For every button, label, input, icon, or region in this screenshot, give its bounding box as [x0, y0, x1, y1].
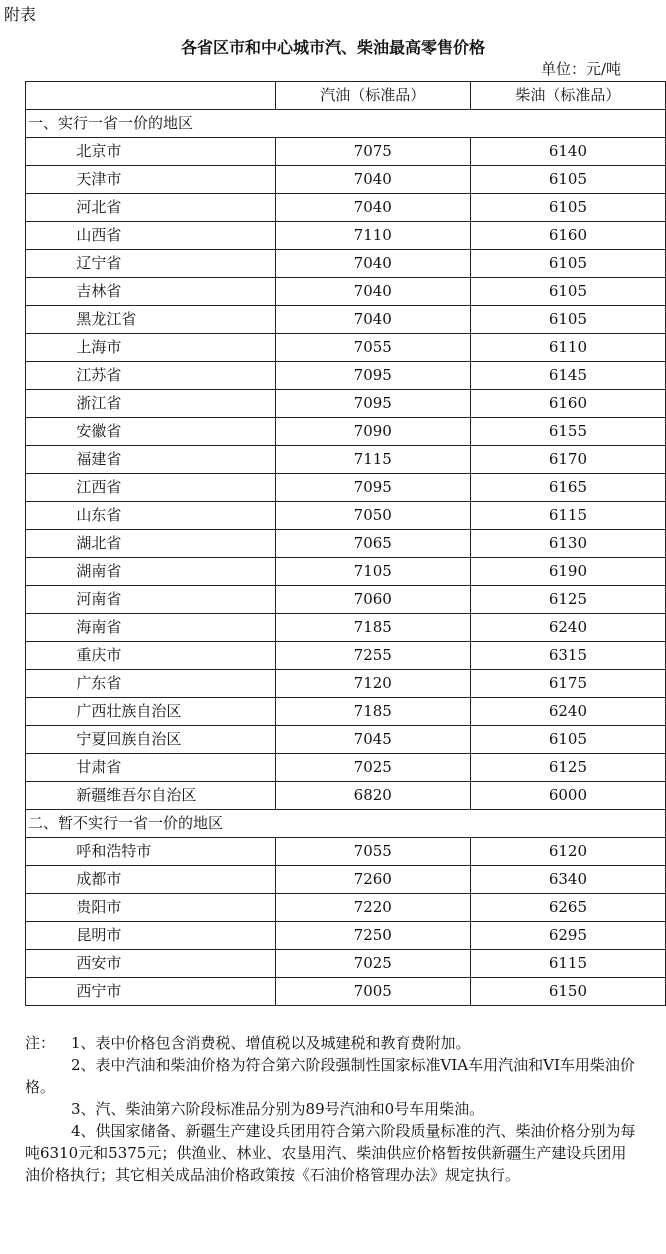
indent-cell [26, 418, 58, 446]
gasoline-price-cell: 7040 [275, 306, 470, 334]
indent-cell [26, 334, 58, 362]
notes [25, 1032, 637, 1186]
region-name-cell: 吉林省 [57, 278, 275, 306]
note-item-4: 4、供国家储备、新疆生产建设兵团用符合第六阶段质量标准的汽、柴油价格分别为每吨6310元和5375元；供渔业、林业、农垦用汽、柴油供应价格暂按供新疆生产建设兵团用油价格执行；其它相关成品油价格政策按《石油价格管理办法》规定执行。 [25, 1122, 636, 1184]
indent-cell [26, 306, 58, 334]
indent-cell [26, 978, 58, 1006]
gasoline-price-cell: 7220 [275, 894, 470, 922]
region-name-cell: 广东省 [57, 670, 275, 698]
indent-cell [26, 362, 58, 390]
note-item-2: 2、表中汽油和柴油价格为符合第六阶段强制性国家标准VIA车用汽油和VI车用柴油价格。 [25, 1056, 635, 1096]
region-name-cell: 山东省 [57, 502, 275, 530]
indent-cell [26, 250, 58, 278]
diesel-price-cell: 6240 [470, 698, 665, 726]
diesel-price-cell: 6105 [470, 278, 665, 306]
indent-cell [26, 446, 58, 474]
indent-cell [26, 782, 58, 810]
gasoline-price-cell: 7185 [275, 614, 470, 642]
price-table [25, 81, 666, 1006]
diesel-price-cell: 6105 [470, 166, 665, 194]
header-gasoline: 汽油（标准品） [275, 82, 470, 110]
indent-cell [26, 670, 58, 698]
indent-cell [26, 390, 58, 418]
table-row [26, 754, 666, 782]
diesel-price-cell: 6160 [470, 390, 665, 418]
indent-cell [26, 166, 58, 194]
gasoline-price-cell: 7105 [275, 558, 470, 586]
note-text: 1、表中价格包含消费税、增值税以及城建税和教育费附加。 [71, 1034, 471, 1052]
table-row [26, 782, 666, 810]
table-row [26, 166, 666, 194]
indent-cell [26, 754, 58, 782]
diesel-price-cell: 6130 [470, 530, 665, 558]
indent-cell [26, 138, 58, 166]
diesel-price-cell: 6160 [470, 222, 665, 250]
table-row [26, 726, 666, 754]
section-row [26, 110, 666, 138]
table-title: 各省区市和中心城市汽、柴油最高零售价格 [180, 38, 485, 57]
table-row [26, 922, 666, 950]
indent-cell [26, 558, 58, 586]
diesel-price-cell: 6240 [470, 614, 665, 642]
gasoline-price-cell: 7050 [275, 502, 470, 530]
diesel-price-cell: 6155 [470, 418, 665, 446]
gasoline-price-cell: 7250 [275, 922, 470, 950]
region-name-cell: 宁夏回族自治区 [57, 726, 275, 754]
indent-cell [26, 586, 58, 614]
table-row [26, 446, 666, 474]
region-name-cell: 西安市 [57, 950, 275, 978]
gasoline-price-cell: 7095 [275, 390, 470, 418]
indent-cell [26, 698, 58, 726]
indent-cell [26, 838, 58, 866]
gasoline-price-cell: 7185 [275, 698, 470, 726]
header-blank-cell [26, 82, 276, 110]
table-row [26, 698, 666, 726]
diesel-price-cell: 6115 [470, 950, 665, 978]
table-row [26, 222, 666, 250]
diesel-price-cell: 6105 [470, 194, 665, 222]
table-row [26, 670, 666, 698]
table-row [26, 474, 666, 502]
unit-label: 单位：元/吨 [541, 60, 622, 78]
gasoline-price-cell: 7120 [275, 670, 470, 698]
diesel-price-cell: 6315 [470, 642, 665, 670]
diesel-price-cell: 6000 [470, 782, 665, 810]
indent-cell [26, 502, 58, 530]
gasoline-price-cell: 7065 [275, 530, 470, 558]
diesel-price-cell: 6150 [470, 978, 665, 1006]
diesel-price-cell: 6105 [470, 250, 665, 278]
table-row [26, 530, 666, 558]
table-row [26, 642, 666, 670]
indent-cell [26, 474, 58, 502]
table-row [26, 334, 666, 362]
diesel-price-cell: 6295 [470, 922, 665, 950]
indent-cell [26, 922, 58, 950]
gasoline-price-cell: 7095 [275, 474, 470, 502]
gasoline-price-cell: 7025 [275, 754, 470, 782]
table-row [26, 866, 666, 894]
table-row [26, 586, 666, 614]
region-name-cell: 贵阳市 [57, 894, 275, 922]
region-name-cell: 新疆维吾尔自治区 [57, 782, 275, 810]
diesel-price-cell: 6175 [470, 670, 665, 698]
table-row [26, 838, 666, 866]
note-item-3: 3、汽、柴油第六阶段标准品分别为89号汽油和0号车用柴油。 [71, 1100, 485, 1118]
gasoline-price-cell: 7095 [275, 362, 470, 390]
diesel-price-cell: 6170 [470, 446, 665, 474]
region-name-cell: 昆明市 [57, 922, 275, 950]
region-name-cell: 呼和浩特市 [57, 838, 275, 866]
region-name-cell: 辽宁省 [57, 250, 275, 278]
diesel-price-cell: 6105 [470, 726, 665, 754]
region-name-cell: 山西省 [57, 222, 275, 250]
table-row [26, 390, 666, 418]
attachment-label: 附表 [4, 5, 37, 24]
notes-label: 注： [25, 1034, 56, 1052]
table-row [26, 250, 666, 278]
table-row [26, 138, 666, 166]
gasoline-price-cell: 7040 [275, 250, 470, 278]
region-name-cell: 福建省 [57, 446, 275, 474]
indent-cell [26, 726, 58, 754]
diesel-price-cell: 6125 [470, 586, 665, 614]
indent-cell [26, 866, 58, 894]
region-name-cell: 海南省 [57, 614, 275, 642]
gasoline-price-cell: 7005 [275, 978, 470, 1006]
price-table-body [26, 82, 666, 1006]
region-name-cell: 河南省 [57, 586, 275, 614]
table-row [26, 614, 666, 642]
region-name-cell: 西宁市 [57, 978, 275, 1006]
region-name-cell: 湖北省 [57, 530, 275, 558]
table-header-row [26, 82, 666, 110]
note-item-1 [25, 1032, 637, 1054]
gasoline-price-cell: 7075 [275, 138, 470, 166]
table-row [26, 950, 666, 978]
gasoline-price-cell: 7025 [275, 950, 470, 978]
indent-cell [26, 278, 58, 306]
table-row [26, 418, 666, 446]
diesel-price-cell: 6165 [470, 474, 665, 502]
indent-cell [26, 950, 58, 978]
table-row [26, 558, 666, 586]
region-name-cell: 天津市 [57, 166, 275, 194]
diesel-price-cell: 6190 [470, 558, 665, 586]
gasoline-price-cell: 7090 [275, 418, 470, 446]
table-row [26, 306, 666, 334]
gasoline-price-cell: 7260 [275, 866, 470, 894]
diesel-price-cell: 6265 [470, 894, 665, 922]
diesel-price-cell: 6115 [470, 502, 665, 530]
table-row [26, 502, 666, 530]
diesel-price-cell: 6120 [470, 838, 665, 866]
region-name-cell: 黑龙江省 [57, 306, 275, 334]
section-title: 二、暂不实行一省一价的地区 [26, 810, 666, 838]
region-name-cell: 上海市 [57, 334, 275, 362]
diesel-price-cell: 6140 [470, 138, 665, 166]
region-name-cell: 河北省 [57, 194, 275, 222]
region-name-cell: 甘肃省 [57, 754, 275, 782]
indent-cell [26, 222, 58, 250]
gasoline-price-cell: 7110 [275, 222, 470, 250]
table-row [26, 362, 666, 390]
section-title: 一、实行一省一价的地区 [26, 110, 666, 138]
gasoline-price-cell: 7040 [275, 166, 470, 194]
region-name-cell: 广西壮族自治区 [57, 698, 275, 726]
table-row [26, 194, 666, 222]
indent-cell [26, 642, 58, 670]
gasoline-price-cell: 7255 [275, 642, 470, 670]
indent-cell [26, 194, 58, 222]
table-row [26, 278, 666, 306]
table-row [26, 978, 666, 1006]
diesel-price-cell: 6125 [470, 754, 665, 782]
section-row [26, 810, 666, 838]
gasoline-price-cell: 7040 [275, 194, 470, 222]
diesel-price-cell: 6145 [470, 362, 665, 390]
region-name-cell: 湖南省 [57, 558, 275, 586]
region-name-cell: 北京市 [57, 138, 275, 166]
gasoline-price-cell: 7055 [275, 334, 470, 362]
region-name-cell: 江苏省 [57, 362, 275, 390]
diesel-price-cell: 6340 [470, 866, 665, 894]
gasoline-price-cell: 7115 [275, 446, 470, 474]
diesel-price-cell: 6110 [470, 334, 665, 362]
gasoline-price-cell: 7055 [275, 838, 470, 866]
region-name-cell: 成都市 [57, 866, 275, 894]
region-name-cell: 安徽省 [57, 418, 275, 446]
indent-cell [26, 894, 58, 922]
indent-cell [26, 614, 58, 642]
gasoline-price-cell: 7040 [275, 278, 470, 306]
indent-cell [26, 530, 58, 558]
region-name-cell: 江西省 [57, 474, 275, 502]
gasoline-price-cell: 6820 [275, 782, 470, 810]
region-name-cell: 重庆市 [57, 642, 275, 670]
diesel-price-cell: 6105 [470, 306, 665, 334]
table-row [26, 894, 666, 922]
header-diesel: 柴油（标准品） [470, 82, 665, 110]
gasoline-price-cell: 7045 [275, 726, 470, 754]
gasoline-price-cell: 7060 [275, 586, 470, 614]
region-name-cell: 浙江省 [57, 390, 275, 418]
